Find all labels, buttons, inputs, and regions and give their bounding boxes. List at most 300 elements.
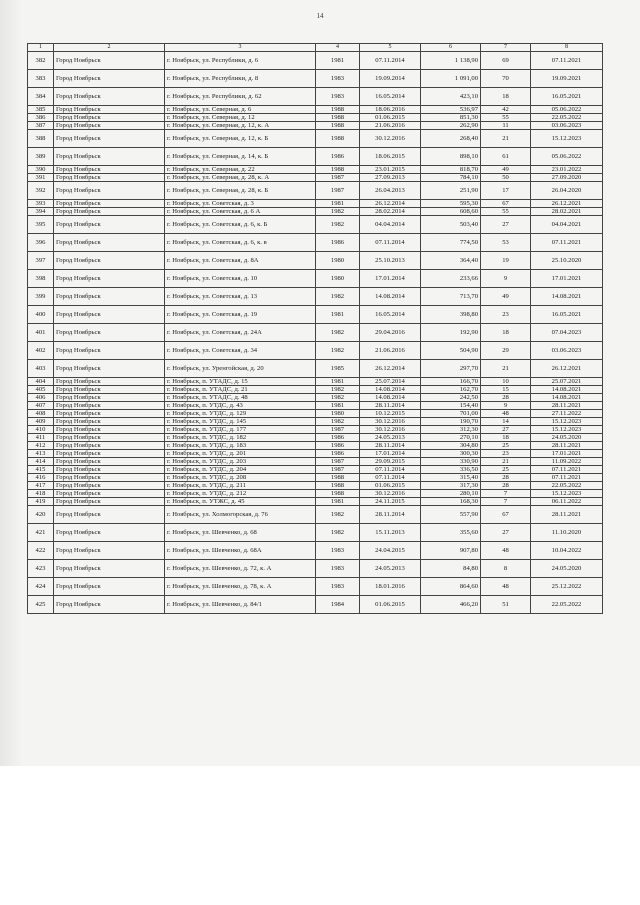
row-number: 382: [28, 52, 54, 70]
area-cell: 536,97: [421, 106, 481, 114]
deadline-cell: 27.11.2022: [531, 410, 603, 418]
percent-cell: 19: [481, 252, 531, 270]
deadline-cell: 22.05.2022: [531, 114, 603, 122]
table-row: [28, 410, 603, 418]
year-cell: 1983: [316, 542, 360, 560]
address-cell: г. Ноябрьск, ул. Северная, д. 12, к. Б: [165, 130, 316, 148]
percent-cell: 14: [481, 418, 531, 426]
table-row: [28, 386, 603, 394]
date-cell: 07.11.2014: [360, 234, 421, 252]
date-cell: 26.12.2014: [360, 360, 421, 378]
deadline-cell: 04.04.2021: [531, 216, 603, 234]
row-number: 389: [28, 148, 54, 166]
year-cell: 1980: [316, 270, 360, 288]
area-cell: 608,60: [421, 208, 481, 216]
deadline-cell: 26.04.2020: [531, 182, 603, 200]
table-row: [28, 360, 603, 378]
address-cell: г. Ноябрьск, ул. Советская, д. 13: [165, 288, 316, 306]
percent-cell: 28: [481, 474, 531, 482]
year-cell: 1982: [316, 288, 360, 306]
table-row: [28, 458, 603, 466]
deadline-cell: 23.01.2022: [531, 166, 603, 174]
row-number: 402: [28, 342, 54, 360]
municipality-cell: Город Ноябрьск: [54, 52, 165, 70]
area-cell: 503,40: [421, 216, 481, 234]
percent-cell: 21: [481, 130, 531, 148]
year-cell: 1981: [316, 498, 360, 506]
row-number: 420: [28, 506, 54, 524]
area-cell: 84,80: [421, 560, 481, 578]
table-row: [28, 498, 603, 506]
address-cell: г. Ноябрьск, ул. Республики, д. 8: [165, 70, 316, 88]
percent-cell: 61: [481, 148, 531, 166]
date-cell: 07.11.2014: [360, 474, 421, 482]
address-cell: г. Ноябрьск, ул. Северная, д. 28, к. А: [165, 174, 316, 182]
municipality-cell: Город Ноябрьск: [54, 182, 165, 200]
date-cell: 18.06.2015: [360, 148, 421, 166]
scan-edge-shadow: [0, 0, 22, 766]
area-cell: 192,90: [421, 324, 481, 342]
table-row: [28, 474, 603, 482]
row-number: 385: [28, 106, 54, 114]
municipality-cell: Город Ноябрьск: [54, 122, 165, 130]
area-cell: 297,70: [421, 360, 481, 378]
percent-cell: 23: [481, 450, 531, 458]
area-cell: 168,30: [421, 498, 481, 506]
date-cell: 21.06.2016: [360, 122, 421, 130]
row-number: 405: [28, 386, 54, 394]
percent-cell: 9: [481, 402, 531, 410]
deadline-cell: 11.10.2020: [531, 524, 603, 542]
date-cell: 23.01.2015: [360, 166, 421, 174]
address-cell: г. Ноябрьск, п. УТАДС, д. 48: [165, 394, 316, 402]
date-cell: 07.11.2014: [360, 466, 421, 474]
year-cell: 1981: [316, 52, 360, 70]
row-number: 409: [28, 418, 54, 426]
date-cell: 16.05.2014: [360, 306, 421, 324]
address-cell: г. Ноябрьск, ул. Шевченко, д. 78, к. А: [165, 578, 316, 596]
table-row: [28, 450, 603, 458]
deadline-cell: 06.11.2022: [531, 498, 603, 506]
municipality-cell: Город Ноябрьск: [54, 426, 165, 434]
column-number-7: 7: [481, 44, 531, 52]
area-cell: 312,30: [421, 426, 481, 434]
municipality-cell: Город Ноябрьск: [54, 166, 165, 174]
deadline-cell: 28.02.2021: [531, 208, 603, 216]
column-number-4: 4: [316, 44, 360, 52]
address-cell: г. Ноябрьск, п. УТДС, д. 43: [165, 402, 316, 410]
table-row: [28, 394, 603, 402]
year-cell: 1988: [316, 130, 360, 148]
percent-cell: 7: [481, 498, 531, 506]
percent-cell: 55: [481, 114, 531, 122]
municipality-cell: Город Ноябрьск: [54, 498, 165, 506]
municipality-cell: Город Ноябрьск: [54, 342, 165, 360]
row-number: 423: [28, 560, 54, 578]
municipality-cell: Город Ноябрьск: [54, 450, 165, 458]
row-number: 415: [28, 466, 54, 474]
row-number: 421: [28, 524, 54, 542]
date-cell: 14.08.2014: [360, 288, 421, 306]
percent-cell: 18: [481, 324, 531, 342]
table-row: [28, 166, 603, 174]
column-number-3: 3: [165, 44, 316, 52]
year-cell: 1981: [316, 378, 360, 386]
deadline-cell: 14.08.2021: [531, 288, 603, 306]
municipality-cell: Город Ноябрьск: [54, 270, 165, 288]
area-cell: 242,50: [421, 394, 481, 402]
row-number: 412: [28, 442, 54, 450]
area-cell: 774,50: [421, 234, 481, 252]
area-cell: 355,60: [421, 524, 481, 542]
table-row: [28, 288, 603, 306]
deadline-cell: 22.05.2022: [531, 482, 603, 490]
row-number: 397: [28, 252, 54, 270]
percent-cell: 67: [481, 200, 531, 208]
year-cell: 1984: [316, 596, 360, 614]
address-cell: г. Ноябрьск, п. УТДС, д. 145: [165, 418, 316, 426]
date-cell: 29.04.2016: [360, 324, 421, 342]
blank-margin: [0, 766, 640, 905]
address-cell: г. Ноябрьск, ул. Советская, д. 6, к. в: [165, 234, 316, 252]
municipality-cell: Город Ноябрьск: [54, 114, 165, 122]
percent-cell: 49: [481, 288, 531, 306]
percent-cell: 27: [481, 216, 531, 234]
municipality-cell: Город Ноябрьск: [54, 378, 165, 386]
address-cell: г. Ноябрьск, ул. Советская, д. 24А: [165, 324, 316, 342]
date-cell: 24.11.2015: [360, 498, 421, 506]
deadline-cell: 03.06.2023: [531, 342, 603, 360]
municipality-cell: Город Ноябрьск: [54, 306, 165, 324]
area-cell: 907,80: [421, 542, 481, 560]
deadline-cell: 25.10.2020: [531, 252, 603, 270]
municipality-cell: Город Ноябрьск: [54, 70, 165, 88]
column-number-6: 6: [421, 44, 481, 52]
deadline-cell: 16.05.2021: [531, 88, 603, 106]
deadline-cell: 05.06.2022: [531, 106, 603, 114]
deadline-cell: 24.05.2020: [531, 560, 603, 578]
year-cell: 1982: [316, 208, 360, 216]
table-row: [28, 88, 603, 106]
percent-cell: 50: [481, 174, 531, 182]
municipality-cell: Город Ноябрьск: [54, 394, 165, 402]
area-cell: 898,10: [421, 148, 481, 166]
percent-cell: 48: [481, 542, 531, 560]
year-cell: 1988: [316, 482, 360, 490]
deadline-cell: 16.05.2021: [531, 306, 603, 324]
deadline-cell: 22.05.2022: [531, 596, 603, 614]
percent-cell: 27: [481, 524, 531, 542]
municipality-cell: Город Ноябрьск: [54, 482, 165, 490]
percent-cell: 53: [481, 234, 531, 252]
deadline-cell: 26.12.2021: [531, 360, 603, 378]
table-row: [28, 342, 603, 360]
area-cell: 423,10: [421, 88, 481, 106]
municipality-cell: Город Ноябрьск: [54, 106, 165, 114]
date-cell: 28.11.2014: [360, 506, 421, 524]
address-cell: г. Ноябрьск, п. УТДС, д. 212: [165, 490, 316, 498]
year-cell: 1983: [316, 70, 360, 88]
address-cell: г. Ноябрьск, ул. Северная, д. 12: [165, 114, 316, 122]
date-cell: 10.12.2015: [360, 410, 421, 418]
area-cell: 330,90: [421, 458, 481, 466]
percent-cell: 21: [481, 360, 531, 378]
deadline-cell: 28.11.2021: [531, 402, 603, 410]
area-cell: 818,70: [421, 166, 481, 174]
date-cell: 30.12.2016: [360, 426, 421, 434]
area-cell: 300,30: [421, 450, 481, 458]
deadline-cell: 10.04.2022: [531, 542, 603, 560]
year-cell: 1988: [316, 106, 360, 114]
date-cell: 01.06.2015: [360, 596, 421, 614]
date-cell: 01.06.2015: [360, 114, 421, 122]
row-number: 417: [28, 482, 54, 490]
year-cell: 1988: [316, 474, 360, 482]
area-cell: 504,90: [421, 342, 481, 360]
row-number: 394: [28, 208, 54, 216]
row-number: 410: [28, 426, 54, 434]
row-number: 422: [28, 542, 54, 560]
area-cell: 1 091,00: [421, 70, 481, 88]
date-cell: 25.07.2014: [360, 378, 421, 386]
municipality-cell: Город Ноябрьск: [54, 434, 165, 442]
area-cell: 166,70: [421, 378, 481, 386]
address-cell: г. Ноябрьск, ул. Северная, д. 14, к. Б: [165, 148, 316, 166]
row-number: 407: [28, 402, 54, 410]
address-cell: г. Ноябрьск, п. УТАДС, д. 15: [165, 378, 316, 386]
area-cell: 336,50: [421, 466, 481, 474]
percent-cell: 25: [481, 466, 531, 474]
row-number: 401: [28, 324, 54, 342]
deadline-cell: 07.04.2023: [531, 324, 603, 342]
deadline-cell: 07.11.2021: [531, 52, 603, 70]
municipality-cell: Город Ноябрьск: [54, 458, 165, 466]
percent-cell: 25: [481, 442, 531, 450]
address-cell: г. Ноябрьск, ул. Холмогорская, д. 76: [165, 506, 316, 524]
deadline-cell: 15.12.2023: [531, 418, 603, 426]
row-number: 398: [28, 270, 54, 288]
municipality-cell: Город Ноябрьск: [54, 442, 165, 450]
municipality-cell: Город Ноябрьск: [54, 324, 165, 342]
table-row: [28, 466, 603, 474]
address-cell: г. Ноябрьск, ул. Советская, д. 6, к. Б: [165, 216, 316, 234]
deadline-cell: 28.11.2021: [531, 506, 603, 524]
deadline-cell: 26.12.2021: [531, 200, 603, 208]
percent-cell: 29: [481, 342, 531, 360]
row-number: 400: [28, 306, 54, 324]
year-cell: 1982: [316, 324, 360, 342]
row-number: 403: [28, 360, 54, 378]
municipality-cell: Город Ноябрьск: [54, 402, 165, 410]
area-cell: 262,90: [421, 122, 481, 130]
year-cell: 1987: [316, 458, 360, 466]
table-row: [28, 270, 603, 288]
date-cell: 07.11.2014: [360, 52, 421, 70]
table-row: [28, 122, 603, 130]
row-number: 391: [28, 174, 54, 182]
date-cell: 28.02.2014: [360, 208, 421, 216]
page-number: 14: [316, 12, 324, 20]
area-cell: 270,10: [421, 434, 481, 442]
area-cell: 1 138,90: [421, 52, 481, 70]
percent-cell: 67: [481, 506, 531, 524]
date-cell: 29.09.2015: [360, 458, 421, 466]
row-number: 404: [28, 378, 54, 386]
area-cell: 364,40: [421, 252, 481, 270]
row-number: 411: [28, 434, 54, 442]
year-cell: 1986: [316, 148, 360, 166]
row-number: 393: [28, 200, 54, 208]
address-cell: г. Ноябрьск, ул. Советская, д. 6 А: [165, 208, 316, 216]
area-cell: 317,30: [421, 482, 481, 490]
percent-cell: 8: [481, 560, 531, 578]
year-cell: 1985: [316, 360, 360, 378]
deadline-cell: 25.12.2022: [531, 578, 603, 596]
address-cell: г. Ноябрьск, ул. Республики, д. 6: [165, 52, 316, 70]
date-cell: 16.05.2014: [360, 88, 421, 106]
address-cell: г. Ноябрьск, ул. Шевченко, д. 68А: [165, 542, 316, 560]
year-cell: 1982: [316, 506, 360, 524]
date-cell: 28.11.2014: [360, 402, 421, 410]
year-cell: 1986: [316, 442, 360, 450]
municipality-cell: Город Ноябрьск: [54, 386, 165, 394]
address-cell: г. Ноябрьск, п. УТАДС, д. 21: [165, 386, 316, 394]
municipality-cell: Город Ноябрьск: [54, 148, 165, 166]
area-cell: 162,70: [421, 386, 481, 394]
year-cell: 1987: [316, 466, 360, 474]
date-cell: 24.04.2015: [360, 542, 421, 560]
deadline-cell: 24.05.2020: [531, 434, 603, 442]
year-cell: 1986: [316, 434, 360, 442]
table-row: [28, 524, 603, 542]
table-row: [28, 216, 603, 234]
percent-cell: 23: [481, 306, 531, 324]
address-cell: г. Ноябрьск, ул. Советская, д. 34: [165, 342, 316, 360]
table-row: [28, 426, 603, 434]
year-cell: 1988: [316, 114, 360, 122]
table-row: [28, 148, 603, 166]
deadline-cell: 11.09.2022: [531, 458, 603, 466]
municipality-cell: Город Ноябрьск: [54, 466, 165, 474]
area-cell: 713,70: [421, 288, 481, 306]
percent-cell: 27: [481, 426, 531, 434]
municipality-cell: Город Ноябрьск: [54, 474, 165, 482]
column-number-2: 2: [54, 44, 165, 52]
deadline-cell: 05.06.2022: [531, 148, 603, 166]
percent-cell: 49: [481, 166, 531, 174]
address-cell: г. Ноябрьск, ул. Советская, д. 19: [165, 306, 316, 324]
percent-cell: 17: [481, 182, 531, 200]
percent-cell: 9: [481, 270, 531, 288]
municipality-cell: Город Ноябрьск: [54, 542, 165, 560]
table-row: [28, 482, 603, 490]
area-cell: 154,40: [421, 402, 481, 410]
area-cell: 280,10: [421, 490, 481, 498]
address-cell: г. Ноябрьск, п. УТДС, д. 201: [165, 450, 316, 458]
address-cell: г. Ноябрьск, ул. Шевченко, д. 72, к. А: [165, 560, 316, 578]
year-cell: 1980: [316, 252, 360, 270]
table-row: [28, 402, 603, 410]
percent-cell: 7: [481, 490, 531, 498]
area-cell: 268,40: [421, 130, 481, 148]
row-number: 399: [28, 288, 54, 306]
row-number: 419: [28, 498, 54, 506]
municipality-cell: Город Ноябрьск: [54, 252, 165, 270]
date-cell: 18.01.2016: [360, 578, 421, 596]
date-cell: 21.06.2016: [360, 342, 421, 360]
year-cell: 1981: [316, 402, 360, 410]
table-row: [28, 324, 603, 342]
date-cell: 28.11.2014: [360, 442, 421, 450]
row-number: 424: [28, 578, 54, 596]
percent-cell: 11: [481, 122, 531, 130]
percent-cell: 42: [481, 106, 531, 114]
address-cell: г. Ноябрьск, ул. Северная, д. 12, к. А: [165, 122, 316, 130]
deadline-cell: 15.12.2023: [531, 426, 603, 434]
year-cell: 1987: [316, 182, 360, 200]
area-cell: 701,00: [421, 410, 481, 418]
area-cell: 864,60: [421, 578, 481, 596]
year-cell: 1980: [316, 410, 360, 418]
percent-cell: 69: [481, 52, 531, 70]
percent-cell: 15: [481, 386, 531, 394]
row-number: 387: [28, 122, 54, 130]
year-cell: 1987: [316, 426, 360, 434]
percent-cell: 51: [481, 596, 531, 614]
year-cell: 1981: [316, 306, 360, 324]
table-row: [28, 106, 603, 114]
table-row: [28, 114, 603, 122]
date-cell: 24.05.2013: [360, 434, 421, 442]
table-row: [28, 208, 603, 216]
table-row: [28, 596, 603, 614]
percent-cell: 21: [481, 458, 531, 466]
table-row: [28, 560, 603, 578]
table-row: [28, 542, 603, 560]
municipality-cell: Город Ноябрьск: [54, 174, 165, 182]
date-cell: 01.06.2015: [360, 482, 421, 490]
table-row: [28, 52, 603, 70]
year-cell: 1982: [316, 418, 360, 426]
table-row: [28, 506, 603, 524]
year-cell: 1983: [316, 578, 360, 596]
year-cell: 1988: [316, 490, 360, 498]
address-cell: г. Ноябрьск, ул. Шевченко, д. 84/1: [165, 596, 316, 614]
deadline-cell: 19.09.2021: [531, 70, 603, 88]
date-cell: 30.12.2016: [360, 130, 421, 148]
row-number: 390: [28, 166, 54, 174]
table-row: [28, 306, 603, 324]
column-number-5: 5: [360, 44, 421, 52]
area-cell: 233,66: [421, 270, 481, 288]
area-cell: 557,90: [421, 506, 481, 524]
address-cell: г. Ноябрьск, п. УТДС, д. 177: [165, 426, 316, 434]
municipality-cell: Город Ноябрьск: [54, 88, 165, 106]
column-number-row: [28, 44, 603, 52]
address-cell: г. Ноябрьск, ул. Советская, д. 10: [165, 270, 316, 288]
row-number: 406: [28, 394, 54, 402]
percent-cell: 10: [481, 378, 531, 386]
deadline-cell: 28.11.2021: [531, 442, 603, 450]
year-cell: 1983: [316, 560, 360, 578]
date-cell: 26.04.2013: [360, 182, 421, 200]
table-row: [28, 70, 603, 88]
deadline-cell: 14.08.2021: [531, 394, 603, 402]
address-cell: г. Ноябрьск, ул. Советская, д. 3: [165, 200, 316, 208]
table-row: [28, 200, 603, 208]
date-cell: 30.12.2016: [360, 418, 421, 426]
address-cell: г. Ноябрьск, ул. Уренгойская, д. 20: [165, 360, 316, 378]
